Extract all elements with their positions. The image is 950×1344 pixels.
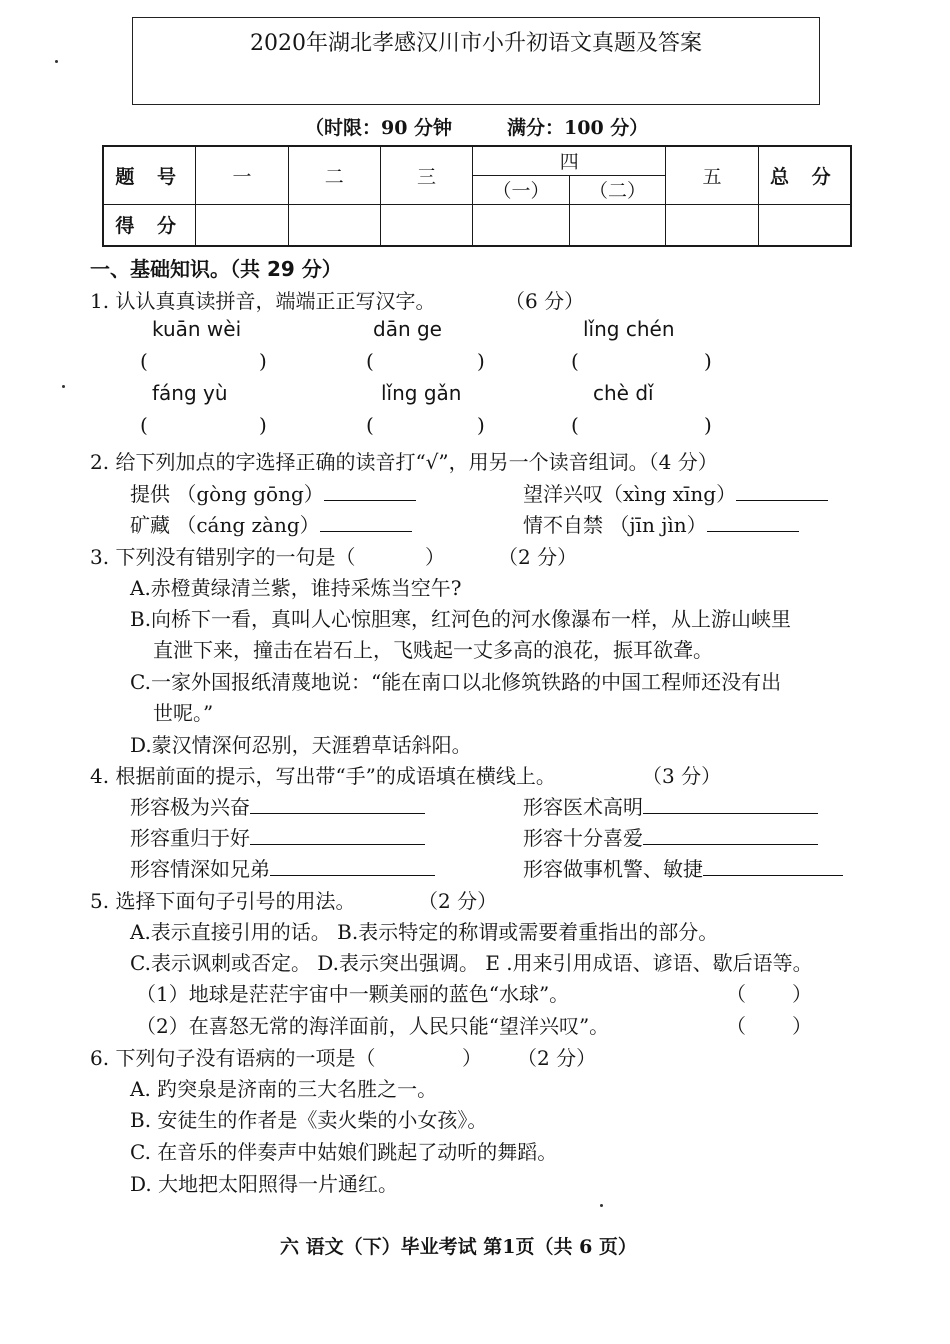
score-table: [102, 145, 852, 247]
header-col-1: 一: [196, 146, 288, 204]
scan-speck: [55, 60, 58, 63]
q1-pinyin-3: lǐng chén: [583, 317, 675, 341]
q2-blank-3[interactable]: [320, 513, 412, 532]
q5-options-line2: C.表示讽刺或否定。 D.表示突出强调。 E .用来引用成语、谚语、歇后语等。: [130, 951, 813, 975]
q2-stem: 2. 给下列加点的字选择正确的读音打“√”，用另一个读音组词。（4 分）: [90, 450, 718, 474]
q2-item-4: 情不自禁 （jīn jìn）: [523, 509, 799, 538]
q1-pinyin-2: dān ge: [373, 317, 442, 341]
q4-item-2: 形容医术高明: [523, 791, 818, 820]
header-question-number: 题 号: [103, 146, 196, 204]
q4-stem: 4. 根据前面的提示，写出带“手”的成语填在横线上。: [90, 764, 556, 788]
q1-answer-close-1: ): [259, 349, 267, 373]
document-title: 2020年湖北孝感汉川市小升初语文真题及答案: [250, 31, 702, 56]
q1-answer-open-4: (: [140, 413, 148, 437]
header-col-5: 五: [666, 146, 758, 204]
q5-answer-open-1: （: [726, 982, 746, 1006]
q4-item-6: 形容做事机警、敏捷: [523, 853, 843, 882]
q4-blank-4[interactable]: [643, 826, 818, 845]
q1-pinyin-6: chè dǐ: [593, 381, 654, 405]
q3-option-b-line2: 直泄下来，撞击在岩石上，飞贱起一丈多高的浪花，振耳欲聋。: [153, 638, 713, 662]
q1-stem: 1. 认认真真读拼音，端端正正写汉字。: [90, 289, 436, 313]
q4-blank-3[interactable]: [250, 826, 425, 845]
q4-blank-6[interactable]: [703, 857, 843, 876]
q6-option-b: B. 安徒生的作者是《卖火柴的小女孩》。: [130, 1108, 488, 1132]
q1-answer-open-6: (: [571, 413, 579, 437]
q5-answer-close-1: ）: [792, 982, 812, 1006]
q6-paren-close: ）: [462, 1046, 482, 1070]
q5-sentence-2: （2）在喜怒无常的海洋面前，人民只能“望洋兴叹”。: [136, 1014, 610, 1038]
section-1-heading: 一、基础知识。（共 29 分）: [90, 257, 342, 281]
q2-blank-1[interactable]: [324, 482, 416, 501]
q5-answer-close-2: ）: [792, 1014, 812, 1038]
q2-item-3: 矿藏 （cáng zàng）: [130, 509, 412, 538]
q4-score: （3 分）: [642, 764, 722, 788]
score-cell-4-2[interactable]: [569, 204, 666, 246]
score-cell-2[interactable]: [288, 204, 380, 246]
q4-item-5: 形容情深如兄弟: [130, 853, 435, 882]
q3-option-c-line2: 世呢。”: [153, 701, 214, 725]
q5-stem: 5. 选择下面句子引号的用法。: [90, 889, 356, 913]
q5-sentence-1: （1）地球是茫茫宇宙中一颗美丽的蓝色“水球”。: [136, 982, 570, 1006]
score-cell-5[interactable]: [666, 204, 758, 246]
q6-option-a: A. 趵突泉是济南的三大名胜之一。: [130, 1077, 438, 1101]
q4-item-4: 形容十分喜爱: [523, 822, 818, 851]
q5-score: （2 分）: [418, 889, 498, 913]
q1-answer-close-5: ): [477, 413, 485, 437]
q1-answer-close-3: ): [704, 349, 712, 373]
q1-answer-open-2: (: [366, 349, 374, 373]
q1-pinyin-1: kuān wèi: [152, 317, 242, 341]
q4-item-3: 形容重归于好: [130, 822, 425, 851]
q1-pinyin-4: fáng yù: [152, 381, 228, 405]
time-limit: （时限：90 分钟: [305, 117, 453, 139]
q2-blank-4[interactable]: [707, 513, 799, 532]
score-cell-4-1[interactable]: [473, 204, 570, 246]
q6-option-c: C. 在音乐的伴奏声中姑娘们跳起了动听的舞蹈。: [130, 1140, 558, 1164]
q1-score: （6 分）: [505, 289, 585, 313]
q1-answer-open-3: (: [571, 349, 579, 373]
q3-score: （2 分）: [498, 545, 578, 569]
q1-answer-close-4: ): [259, 413, 267, 437]
score-cell-1[interactable]: [196, 204, 288, 246]
page-footer: 六 语文（下）毕业考试 第1页（共 6 页）: [280, 1236, 637, 1258]
q2-item-2: 望洋兴叹（xìng xīng）: [523, 478, 828, 507]
q3-option-a: A.赤橙黄绿清兰紫，谁持采炼当空午?: [130, 576, 462, 600]
q6-score: （2 分）: [517, 1046, 597, 1070]
header-col-4-sub-1: （一）: [473, 175, 570, 204]
q4-blank-2[interactable]: [643, 795, 818, 814]
q6-option-d: D. 大地把太阳照得一片通红。: [130, 1172, 399, 1196]
score-cell-total[interactable]: [758, 204, 851, 246]
q3-paren-close: ）: [425, 545, 445, 569]
q4-blank-1[interactable]: [250, 795, 425, 814]
q3-stem: 3. 下列没有错别字的一句是（: [90, 545, 356, 569]
q1-answer-close-2: ): [477, 349, 485, 373]
scan-speck: [62, 385, 65, 388]
scan-speck: [600, 1204, 603, 1207]
q3-option-d: D.蒙汉情深何忍别，天涯碧草话斜阳。: [130, 733, 472, 757]
q1-answer-open-5: (: [366, 413, 374, 437]
score-cell-3[interactable]: [380, 204, 472, 246]
full-score: 满分：100 分）: [507, 117, 649, 139]
score-row-label: 得 分: [103, 204, 196, 246]
q3-option-c-line1: C.一家外国报纸清蔑地说：“能在南口以北修筑铁路的中国工程师还没有出: [130, 670, 782, 694]
title-box: [132, 17, 820, 105]
header-col-4: 四: [473, 146, 666, 175]
q1-answer-open-1: (: [140, 349, 148, 373]
q5-answer-open-2: （: [726, 1014, 746, 1038]
q2-item-1: 提供 （gòng gōng）: [130, 478, 416, 507]
q1-pinyin-5: lǐng gǎn: [381, 381, 462, 405]
q5-options-line1: A.表示直接引用的话。 B.表示特定的称谓或需要着重指出的部分。: [130, 920, 719, 944]
header-col-3: 三: [380, 146, 472, 204]
q4-blank-5[interactable]: [270, 857, 435, 876]
header-total: 总 分: [758, 146, 851, 204]
q1-answer-close-6: ): [704, 413, 712, 437]
header-col-4-sub-2: （二）: [569, 175, 666, 204]
q3-option-b-line1: B.向桥下一看，真叫人心惊胆寒，红河色的河水像瀑布一样，从上游山峡里: [130, 607, 792, 631]
q6-stem: 6. 下列句子没有语病的一项是（: [90, 1046, 376, 1070]
q4-item-1: 形容极为兴奋: [130, 791, 425, 820]
q2-blank-2[interactable]: [736, 482, 828, 501]
header-col-2: 二: [288, 146, 380, 204]
